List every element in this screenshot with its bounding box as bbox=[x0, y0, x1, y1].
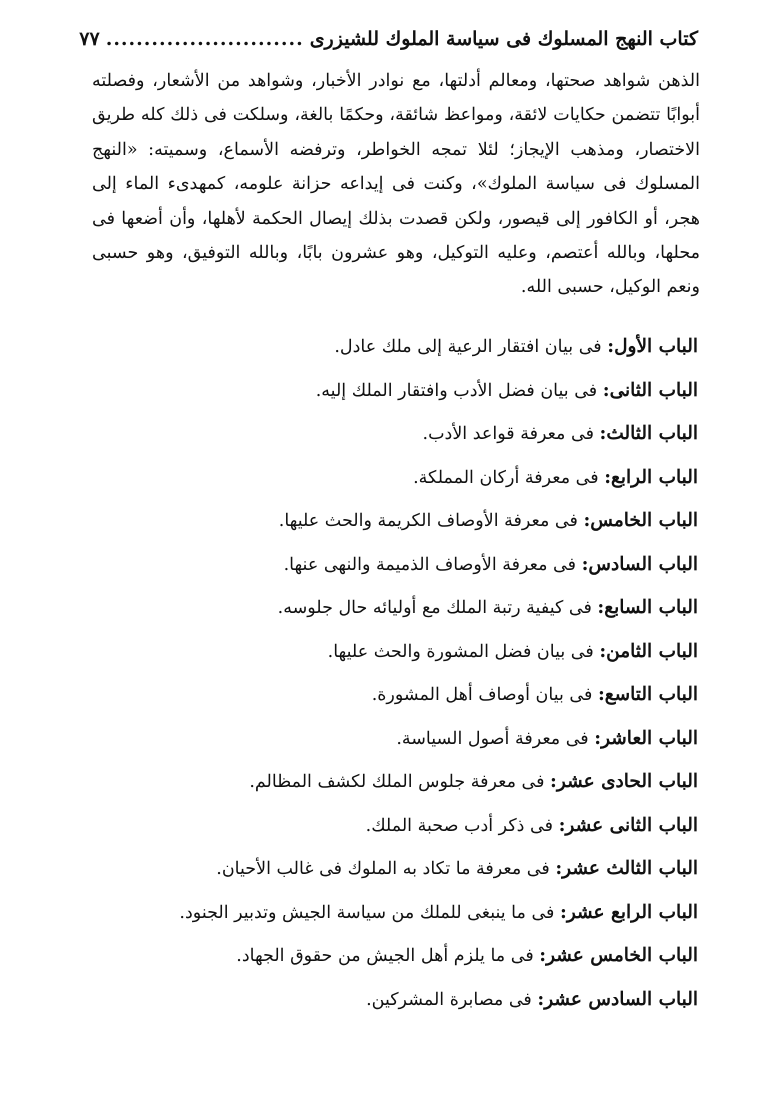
chapter-item bbox=[90, 891, 698, 935]
running-header bbox=[79, 28, 698, 60]
chapter-description: فى مصابرة المشركين. bbox=[366, 989, 532, 1010]
chapter-item bbox=[90, 586, 698, 630]
chapter-label: الباب السابع: bbox=[597, 597, 698, 618]
chapter-description: فى بيان فضل المشورة والحث عليها. bbox=[327, 641, 594, 662]
chapter-label: الباب الرابع عشر: bbox=[560, 901, 698, 923]
chapter-label: الباب الثانى: bbox=[602, 379, 698, 401]
chapter-description: فى معرفة قواعد الأدب. bbox=[422, 424, 594, 444]
chapter-item bbox=[90, 847, 698, 891]
chapter-description: فى كيفية رتبة الملك مع أوليائه حال جلوسه. bbox=[277, 598, 592, 618]
header-leader-dots: .......................... bbox=[105, 28, 304, 50]
chapter-item bbox=[90, 456, 698, 500]
chapter-label: الباب الحادى عشر: bbox=[550, 771, 698, 792]
chapter-item bbox=[90, 934, 698, 978]
chapter-label: الباب الثالث عشر: bbox=[555, 858, 698, 879]
chapter-label: الباب الخامس عشر: bbox=[539, 945, 698, 966]
chapter-item bbox=[90, 412, 698, 456]
chapter-description: فى معرفة الأوصاف الذميمة والنهى عنها. bbox=[283, 554, 576, 575]
chapter-item bbox=[90, 804, 698, 848]
chapter-label: الباب الرابع: bbox=[604, 466, 698, 488]
intro-paragraph: الذهن شواهد صحتها، ومعالم أدلتها، مع نوادر الأخبار، وشواهد من الأشعار، وفصلته أبوابًا تتضمن حكايات لائقة، ومواعظ شائقة، وحكمًا بالغة، وسلكت فى ذلك كله طريق الاختصار، ومذهب الإيجاز؛ لئلا تمجه الخواطر، وترفضه الأسماع، وسميته: «النهج المسلوك فى سياسة الملوك»، وكنت فى إيداعه حزانة علومه، كمهدىء الماء إلى هجر، أو الكافور إلى قيصور، ولكن قصدت بذلك إيصال الحكمة لأهلها، وأن أضعها فى محلها، وبالله أعتصم، وعليه التوكيل، وهو عشرون بابًا، وبالله التوفيق، وهو حسبى ونعم الوكيل، حسبى الله. bbox=[92, 71, 700, 298]
chapter-label: الباب الخامس: bbox=[583, 510, 698, 531]
chapter-item bbox=[90, 369, 698, 413]
chapter-description: فى معرفة جلوس الملك لكشف المظالم. bbox=[249, 772, 545, 792]
chapter-label: الباب العاشر: bbox=[594, 727, 698, 749]
chapter-label: الباب السادس عشر: bbox=[537, 988, 698, 1010]
chapter-item bbox=[90, 499, 698, 543]
chapter-item bbox=[90, 978, 698, 1022]
chapter-description: فى ذكر أدب صحبة الملك. bbox=[365, 815, 553, 836]
chapter-description: فى معرفة أصول السياسة. bbox=[396, 728, 589, 749]
chapter-description: فى بيان فضل الأدب وافتقار الملك إليه. bbox=[315, 380, 598, 401]
chapter-item bbox=[90, 760, 698, 804]
chapter-description: فى بيان أوصاف أهل المشورة. bbox=[371, 685, 593, 705]
chapter-label: الباب الثانى عشر: bbox=[558, 814, 698, 836]
chapter-item bbox=[90, 673, 698, 717]
chapter-description: فى ما يلزم أهل الجيش من حقوق الجهاد. bbox=[236, 946, 534, 966]
chapter-item bbox=[90, 543, 698, 587]
chapter-label: الباب السادس: bbox=[581, 553, 698, 575]
chapter-label: الباب الثامن: bbox=[599, 640, 698, 662]
chapter-description: فى بيان افتقار الرعية إلى ملك عادل. bbox=[334, 337, 602, 357]
chapter-description: فى معرفة الأوصاف الكريمة والحث عليها. bbox=[278, 511, 578, 531]
chapter-label: الباب الثالث: bbox=[599, 423, 698, 444]
chapter-item bbox=[90, 630, 698, 674]
chapter-description: فى ما ينبغى للملك من سياسة الجيش وتدبير الجنود. bbox=[179, 902, 555, 923]
chapter-description: فى معرفة ما تكاد به الملوك فى غالب الأحيان. bbox=[216, 859, 550, 879]
chapter-list bbox=[90, 325, 698, 1021]
chapter-item bbox=[90, 325, 698, 369]
running-header-title: كتاب النهج المسلوك فى سياسة الملوك للشيزرى bbox=[309, 28, 698, 50]
chapter-item bbox=[90, 717, 698, 761]
chapter-description: فى معرفة أركان المملكة. bbox=[413, 467, 599, 488]
page-number: ٧٧ bbox=[79, 28, 100, 50]
chapter-label: الباب الأول: bbox=[607, 336, 698, 357]
chapter-label: الباب التاسع: bbox=[597, 684, 698, 705]
